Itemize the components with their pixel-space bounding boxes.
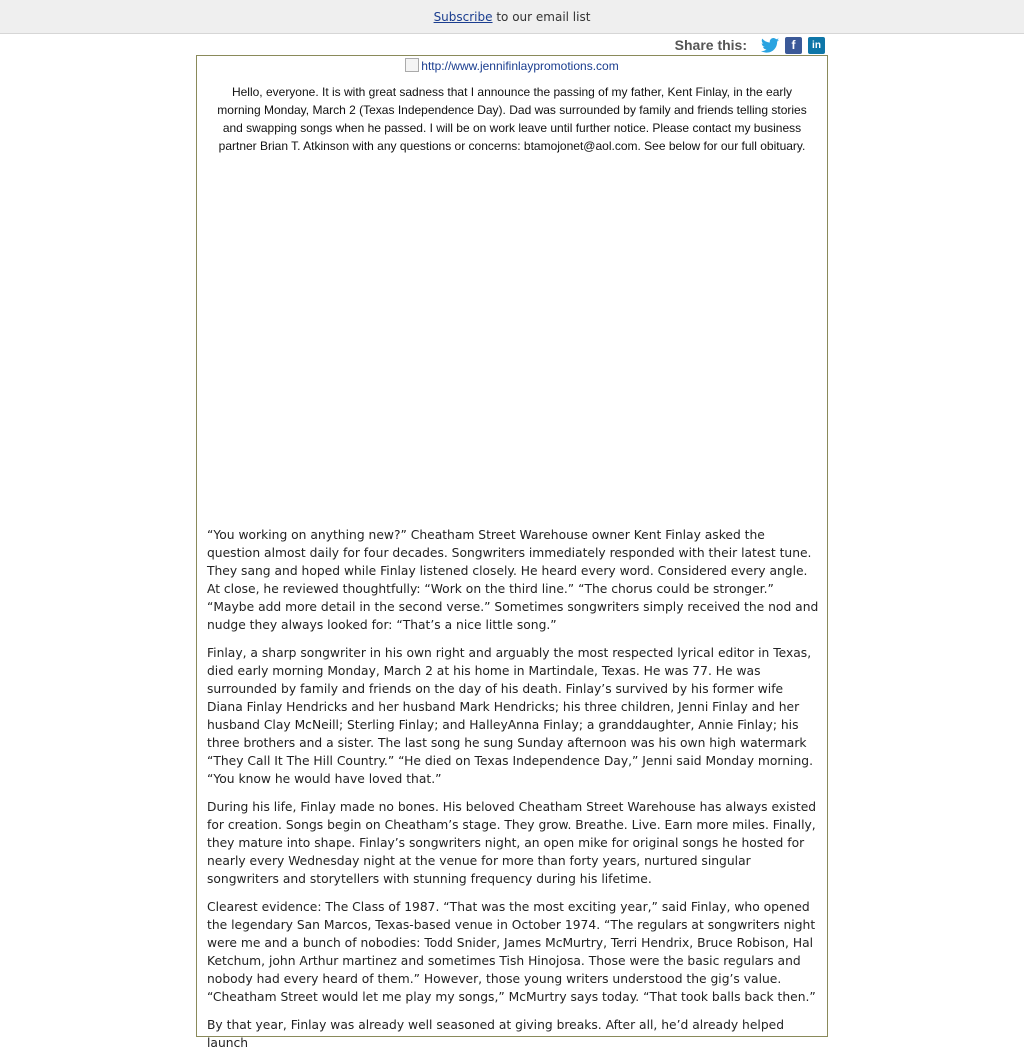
article-paragraph: Finlay, a sharp songwriter in his own right and arguably the most respected lyrical editor in Texas, died early morning Monday, March 2 at his home in Martindale, Texas. He was 77. He was surrounded by family and friends on the day of his death. Finlay’s survived by his former wife Diana Finlay Hendricks and her husband Mark Hendricks; his three children, Jenni Finlay and her husband Clay McNeill; Sterling Finlay; and HalleyAnna Finlay; a granddaughter, Annie Finlay; his three brothers and a sister. The last song he sung Sunday afternoon was his own high watermark “They Call It The Hill Country.” “He died on Texas Independence Day,” Jenni said Monday morning. “You know he would have loved that.” xyxy=(207,646,813,786)
article-paragraph: During his life, Finlay made no bones. His beloved Cheatham Street Warehouse has always existed for creation. Songs begin on Cheatham’s stage. They grow. Breathe. Live. Earn more miles. Finally, they mature into shape. Finlay’s songwriters night, an open mike for original songs he hosted for nearly every Wednesday night at the venue for more than forty years, nurtured singular songwriters and storytellers with stunning frequency during his lifetime. xyxy=(207,800,817,886)
article-paragraph: “You working on anything new?” Cheatham Street Warehouse owner Kent Finlay asked the question almost daily for four decades. Songwriters immediately responded with their latest tune. They sang and hoped while Finlay listened closely. He heard every word. Considered every angle. At close, he reviewed thoughtfully: “Work on the third line.” “The chorus could be stronger.” “Maybe add more detail in the second verse.” Sometimes songwriters simply received the nod and nudge they always looked for: “That’s a nice little song.” xyxy=(207,528,819,632)
newsletter-frame xyxy=(196,55,828,1050)
announcement-text: Hello, everyone. It is with great sadness that I announce the passing of my father, Kent Finlay, in the early morning Monday, March 2 (Texas Independence Day). Dad was surrounded by family and friends telling stories and swapping songs when he passed. I will be on work leave until further notice. Please contact my business partner Brian T. Atkinson with any questions or concerns: btamojonet@aol.com. See below for our full obituary. xyxy=(217,85,807,153)
facebook-icon[interactable]: f xyxy=(785,37,802,54)
logo-image[interactable] xyxy=(197,58,827,73)
subscribe-link[interactable]: Subscribe xyxy=(433,9,493,24)
linkedin-icon[interactable]: in xyxy=(808,37,825,54)
twitter-icon[interactable] xyxy=(761,37,779,54)
broken-image-icon xyxy=(405,58,419,72)
article-paragraph: By that year, Finlay was already well seasoned at giving breaks. After all, he’d already helped launch xyxy=(207,1018,785,1050)
subscribe-bar xyxy=(0,0,1024,34)
share-bar xyxy=(675,35,825,55)
article-paragraph: Clearest evidence: The Class of 1987. “That was the most exciting year,” said Finlay, who opened the legendary San Marcos, Texas-based venue in October 1974. “The regulars at songwriters night were me and a bunch of nobodies: Todd Snider, James McMurtry, Terri Hendrix, Bruce Robison, Hal Ketchum, john Arthur martinez and sometimes Tish Hinojosa. Those were the basic regulars and nobody had every heard of them.” However, those young writers understood the gig’s value. “Cheatham Street would let me play my songs,” McMurtry says today. “That took balls back then.” xyxy=(207,900,816,1004)
logo-alt-text: http://www.jennifinlaypromotions.com xyxy=(421,59,619,73)
share-label: Share this: xyxy=(674,37,747,53)
subscribe-suffix: to our email list xyxy=(492,9,591,24)
obituary-article xyxy=(207,526,820,1062)
